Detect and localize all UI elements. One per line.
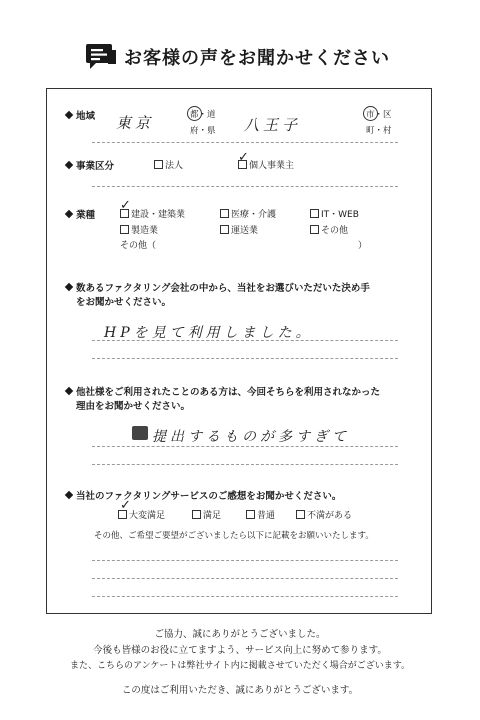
checkbox[interactable] <box>246 510 255 519</box>
city-top-label: 市・区 <box>366 110 392 120</box>
business-option-sole-proprietor[interactable]: 個人事業主 <box>238 158 294 171</box>
business-label: 事業区分 <box>76 161 115 172</box>
checkbox[interactable] <box>120 225 129 234</box>
checkbox[interactable] <box>154 160 163 169</box>
q3-heading: 当社のファクタリングサービスのご感想をお聞かせください。 <box>66 488 341 502</box>
checkbox[interactable] <box>220 225 229 234</box>
pref-top-label: 都・道 <box>190 110 216 120</box>
industry-other-prefix: その他（ <box>120 241 157 251</box>
crossed-out-scribble <box>132 426 148 440</box>
q2-answer-line <box>92 464 398 465</box>
q1-answer-line <box>92 340 398 341</box>
footer-publication-note: また、こちらのアンケートは弊社サイト内に掲載させていただく場合がございます。 <box>69 661 411 671</box>
checkbox[interactable] <box>310 225 319 234</box>
region-handwritten-value: 東京 <box>116 114 155 132</box>
q3-answer-line <box>92 578 398 579</box>
q1-heading: 数あるファクタリング会社の中から、当社をお選びいただいた決め手 <box>66 280 370 294</box>
q3-answer-line <box>92 596 398 597</box>
industry-option-manufacturing[interactable]: 製造業 <box>120 223 158 236</box>
pref-bottom-label: 府・県 <box>190 126 216 136</box>
industry-label: 業種 <box>76 210 96 221</box>
industry-option-other[interactable]: その他 <box>310 223 348 236</box>
business-option-corporation[interactable]: 法人 <box>154 158 183 171</box>
industry-option-construction[interactable]: 建設・建築業 <box>120 207 185 220</box>
satisfaction-very-satisfied[interactable]: 大変満足 <box>118 508 165 521</box>
q1-heading-line2: をお聞かせください。 <box>76 297 172 308</box>
check-mark-icon: ✓ <box>120 198 131 213</box>
industry-option-it[interactable]: IT・WEB <box>310 207 359 220</box>
satisfaction-dissatisfied[interactable]: 不満がある <box>296 508 352 521</box>
q1-handwritten-answer: HPを見て利用しました。 <box>104 325 314 341</box>
footer-thanks: ご協力、誠にありがとうございました。 <box>154 629 326 640</box>
satisfaction-satisfied[interactable]: 満足 <box>192 508 221 521</box>
checkbox[interactable] <box>220 209 229 218</box>
check-mark-icon: ✓ <box>120 498 131 513</box>
region-underline <box>92 142 398 143</box>
city-bottom-label: 町・村 <box>366 126 392 136</box>
q2-heading: 他社様をご利用されたことのある方は、今回そちらを利用されなかった <box>66 384 380 398</box>
industry-other-suffix: ） <box>358 241 368 251</box>
region-heading <box>66 108 95 122</box>
chat-document-icon <box>84 42 118 70</box>
satisfaction-neutral[interactable]: 普通 <box>246 508 275 521</box>
checkbox[interactable] <box>192 510 201 519</box>
business-heading <box>66 158 114 172</box>
q2-heading-line2: 理由をお聞かせください。 <box>76 401 191 412</box>
page-title: お客様の声をお聞かせください <box>124 48 390 69</box>
footer-closing: この度はご利用いただき、誠にありがとうございます。 <box>121 685 359 696</box>
q3-answer-line <box>92 560 398 561</box>
region-label: 地域 <box>76 111 96 122</box>
city-handwritten-value: 八王子 <box>244 116 302 134</box>
q2-answer-line <box>92 446 398 447</box>
q3-note: その他、ご希望ご要望がございましたら以下に記載をお願いいたします。 <box>94 531 374 541</box>
q1-answer-line <box>92 358 398 359</box>
footer-service: 今後も皆様のお役に立てますよう、サービス向上に努めて参ります。 <box>93 645 387 656</box>
q2-handwritten-answer: 提出するものが多すぎて <box>152 429 350 445</box>
industry-heading <box>66 207 95 221</box>
business-underline <box>92 186 398 187</box>
checkbox[interactable] <box>310 209 319 218</box>
check-mark-icon: ✓ <box>238 150 249 165</box>
checkbox[interactable] <box>296 510 305 519</box>
industry-option-transport[interactable]: 運送業 <box>220 223 258 236</box>
industry-option-medical[interactable]: 医療・介護 <box>220 207 276 220</box>
